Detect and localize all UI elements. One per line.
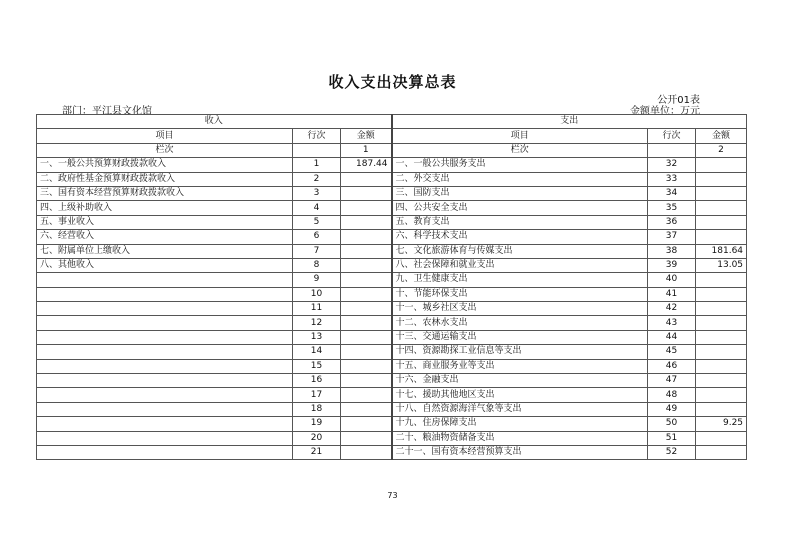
income-colnum: 1 <box>341 143 392 157</box>
expense-line-cell: 42 <box>648 302 696 316</box>
expense-amount-cell: 13.05 <box>696 258 747 272</box>
income-line-cell: 2 <box>293 172 341 186</box>
expense-line-cell: 46 <box>648 359 696 373</box>
income-item-cell <box>37 402 293 416</box>
income-item-cell <box>37 302 293 316</box>
expense-colnum: 2 <box>696 143 747 157</box>
expense-amount-cell <box>696 215 747 229</box>
page-number: 73 <box>387 491 398 500</box>
income-amount-cell <box>341 172 392 186</box>
expense-amount-cell <box>696 374 747 388</box>
expense-line-cell: 50 <box>648 417 696 431</box>
income-amount-cell <box>341 201 392 215</box>
income-line-cell: 4 <box>293 201 341 215</box>
expense-colnum-label: 栏次 <box>392 143 648 157</box>
section-header-row <box>37 115 747 129</box>
income-item-cell: 六、经营收入 <box>37 230 293 244</box>
income-amount-cell <box>341 273 392 287</box>
expense-line-cell: 39 <box>648 258 696 272</box>
expense-line-cell: 41 <box>648 287 696 301</box>
income-item-cell: 一、一般公共预算财政拨款收入 <box>37 158 293 172</box>
income-line-cell: 8 <box>293 258 341 272</box>
table-row <box>37 273 747 287</box>
income-item-cell: 二、政府性基金预算财政拨款收入 <box>37 172 293 186</box>
income-line-cell: 1 <box>293 158 341 172</box>
expense-line-cell: 49 <box>648 402 696 416</box>
expense-item-cell: 十七、援助其他地区支出 <box>392 388 648 402</box>
expense-amount-cell <box>696 172 747 186</box>
expense-item-cell: 一、一般公共服务支出 <box>392 158 648 172</box>
expense-item-cell: 十六、金融支出 <box>392 374 648 388</box>
table-row <box>37 359 747 373</box>
expense-item-cell: 十八、自然资源海洋气象等支出 <box>392 402 648 416</box>
expense-item-cell: 二、外交支出 <box>392 172 648 186</box>
table-row <box>37 431 747 445</box>
income-line-cell: 19 <box>293 417 341 431</box>
expense-item-header: 项目 <box>392 129 648 143</box>
income-line-cell: 17 <box>293 388 341 402</box>
income-amount-cell <box>341 417 392 431</box>
expense-item-cell: 八、社会保障和就业支出 <box>392 258 648 272</box>
expense-item-cell: 七、文化旅游体育与传媒支出 <box>392 244 648 258</box>
income-item-cell <box>37 316 293 330</box>
expense-amount-cell <box>696 431 747 445</box>
column-number-row <box>37 143 747 157</box>
expense-item-cell: 五、教育支出 <box>392 215 648 229</box>
expense-item-cell: 十九、住房保障支出 <box>392 417 648 431</box>
income-item-cell: 七、附属单位上缴收入 <box>37 244 293 258</box>
income-line-cell: 10 <box>293 287 341 301</box>
empty-cell <box>648 143 696 157</box>
expense-line-cell: 45 <box>648 345 696 359</box>
income-amount-cell <box>341 330 392 344</box>
expense-amount-cell <box>696 402 747 416</box>
income-amount-cell <box>341 287 392 301</box>
income-item-cell <box>37 388 293 402</box>
income-colnum-label: 栏次 <box>37 143 293 157</box>
expense-item-cell: 十三、交通运输支出 <box>392 330 648 344</box>
expense-line-cell: 40 <box>648 273 696 287</box>
income-amount-cell <box>341 402 392 416</box>
income-item-cell <box>37 345 293 359</box>
income-item-cell <box>37 330 293 344</box>
table-row <box>37 330 747 344</box>
expense-amount-header: 金额 <box>696 129 747 143</box>
expense-amount-cell <box>696 316 747 330</box>
table-row <box>37 172 747 186</box>
table-row <box>37 244 747 258</box>
table-row <box>37 374 747 388</box>
income-item-header: 项目 <box>37 129 293 143</box>
expense-amount-cell <box>696 158 747 172</box>
page-title: 收入支出决算总表 <box>328 73 457 91</box>
expense-line-cell: 48 <box>648 388 696 402</box>
table-row <box>37 417 747 431</box>
table-row <box>37 258 747 272</box>
income-item-cell <box>37 359 293 373</box>
table-row <box>37 230 747 244</box>
table-row <box>37 186 747 200</box>
expense-amount-cell <box>696 186 747 200</box>
income-line-header: 行次 <box>293 129 341 143</box>
expense-line-cell: 35 <box>648 201 696 215</box>
income-amount-cell <box>341 388 392 402</box>
income-line-cell: 21 <box>293 445 341 459</box>
expense-item-cell: 三、国防支出 <box>392 186 648 200</box>
income-amount-cell <box>341 244 392 258</box>
expense-amount-cell <box>696 445 747 459</box>
income-line-cell: 18 <box>293 402 341 416</box>
income-item-cell <box>37 273 293 287</box>
table-row <box>37 402 747 416</box>
expense-item-cell: 十四、资源勘探工业信息等支出 <box>392 345 648 359</box>
income-line-cell: 6 <box>293 230 341 244</box>
expense-line-cell: 38 <box>648 244 696 258</box>
expense-amount-cell <box>696 388 747 402</box>
table-row <box>37 158 747 172</box>
income-item-cell: 四、上级补助收入 <box>37 201 293 215</box>
expense-item-cell: 二十、粮油物资储备支出 <box>392 431 648 445</box>
income-amount-cell <box>341 345 392 359</box>
expense-line-cell: 36 <box>648 215 696 229</box>
income-line-cell: 13 <box>293 330 341 344</box>
income-expense-table <box>36 114 747 460</box>
income-amount-cell <box>341 359 392 373</box>
expense-amount-cell <box>696 302 747 316</box>
income-amount-cell <box>341 258 392 272</box>
income-item-cell: 八、其他收入 <box>37 258 293 272</box>
table-row <box>37 388 747 402</box>
expense-item-cell: 十、节能环保支出 <box>392 287 648 301</box>
expense-line-cell: 51 <box>648 431 696 445</box>
expense-amount-cell <box>696 230 747 244</box>
income-item-cell <box>37 374 293 388</box>
expense-item-cell: 十五、商业服务业等支出 <box>392 359 648 373</box>
income-amount-cell <box>341 431 392 445</box>
expense-amount-cell <box>696 330 747 344</box>
income-item-cell <box>37 417 293 431</box>
expense-amount-cell <box>696 287 747 301</box>
expense-line-cell: 47 <box>648 374 696 388</box>
expense-line-cell: 52 <box>648 445 696 459</box>
expense-line-cell: 32 <box>648 158 696 172</box>
table-row <box>37 345 747 359</box>
income-line-cell: 3 <box>293 186 341 200</box>
table-row <box>37 302 747 316</box>
expense-section-header: 支出 <box>392 115 747 129</box>
income-amount-cell <box>341 215 392 229</box>
expense-line-cell: 37 <box>648 230 696 244</box>
income-amount-header: 金额 <box>341 129 392 143</box>
expense-item-cell: 二十一、国有资本经营预算支出 <box>392 445 648 459</box>
income-amount-cell <box>341 302 392 316</box>
expense-line-cell: 44 <box>648 330 696 344</box>
department-label: 部门：平江县文化馆 <box>62 106 152 117</box>
expense-amount-cell <box>696 201 747 215</box>
income-amount-cell <box>341 445 392 459</box>
income-amount-cell <box>341 316 392 330</box>
income-line-cell: 5 <box>293 215 341 229</box>
expense-line-cell: 33 <box>648 172 696 186</box>
table-row <box>37 215 747 229</box>
expense-line-header: 行次 <box>648 129 696 143</box>
income-line-cell: 15 <box>293 359 341 373</box>
expense-amount-cell <box>696 345 747 359</box>
income-amount-cell <box>341 186 392 200</box>
table-row <box>37 287 747 301</box>
income-line-cell: 12 <box>293 316 341 330</box>
expense-item-cell: 九、卫生健康支出 <box>392 273 648 287</box>
income-line-cell: 20 <box>293 431 341 445</box>
income-amount-cell: 187.44 <box>341 158 392 172</box>
expense-line-cell: 43 <box>648 316 696 330</box>
amount-unit-label: 金额单位：万元 <box>630 106 700 117</box>
expense-amount-cell: 9.25 <box>696 417 747 431</box>
income-item-cell <box>37 287 293 301</box>
income-line-cell: 7 <box>293 244 341 258</box>
income-item-cell: 五、事业收入 <box>37 215 293 229</box>
expense-amount-cell <box>696 273 747 287</box>
income-line-cell: 16 <box>293 374 341 388</box>
expense-line-cell: 34 <box>648 186 696 200</box>
table-row <box>37 201 747 215</box>
expense-item-cell: 十一、城乡社区支出 <box>392 302 648 316</box>
income-item-cell <box>37 431 293 445</box>
table-row <box>37 316 747 330</box>
empty-cell <box>293 143 341 157</box>
expense-item-cell: 四、公共安全支出 <box>392 201 648 215</box>
expense-item-cell: 十二、农林水支出 <box>392 316 648 330</box>
income-amount-cell <box>341 230 392 244</box>
income-item-cell <box>37 445 293 459</box>
income-amount-cell <box>341 374 392 388</box>
expense-amount-cell: 181.64 <box>696 244 747 258</box>
income-line-cell: 14 <box>293 345 341 359</box>
column-header-row <box>37 129 747 143</box>
table-row <box>37 445 747 459</box>
income-line-cell: 11 <box>293 302 341 316</box>
income-line-cell: 9 <box>293 273 341 287</box>
expense-amount-cell <box>696 359 747 373</box>
income-section-header: 收入 <box>37 115 392 129</box>
expense-item-cell: 六、科学技术支出 <box>392 230 648 244</box>
form-number: 公开01表 <box>657 95 700 106</box>
income-item-cell: 三、国有资本经营预算财政拨款收入 <box>37 186 293 200</box>
